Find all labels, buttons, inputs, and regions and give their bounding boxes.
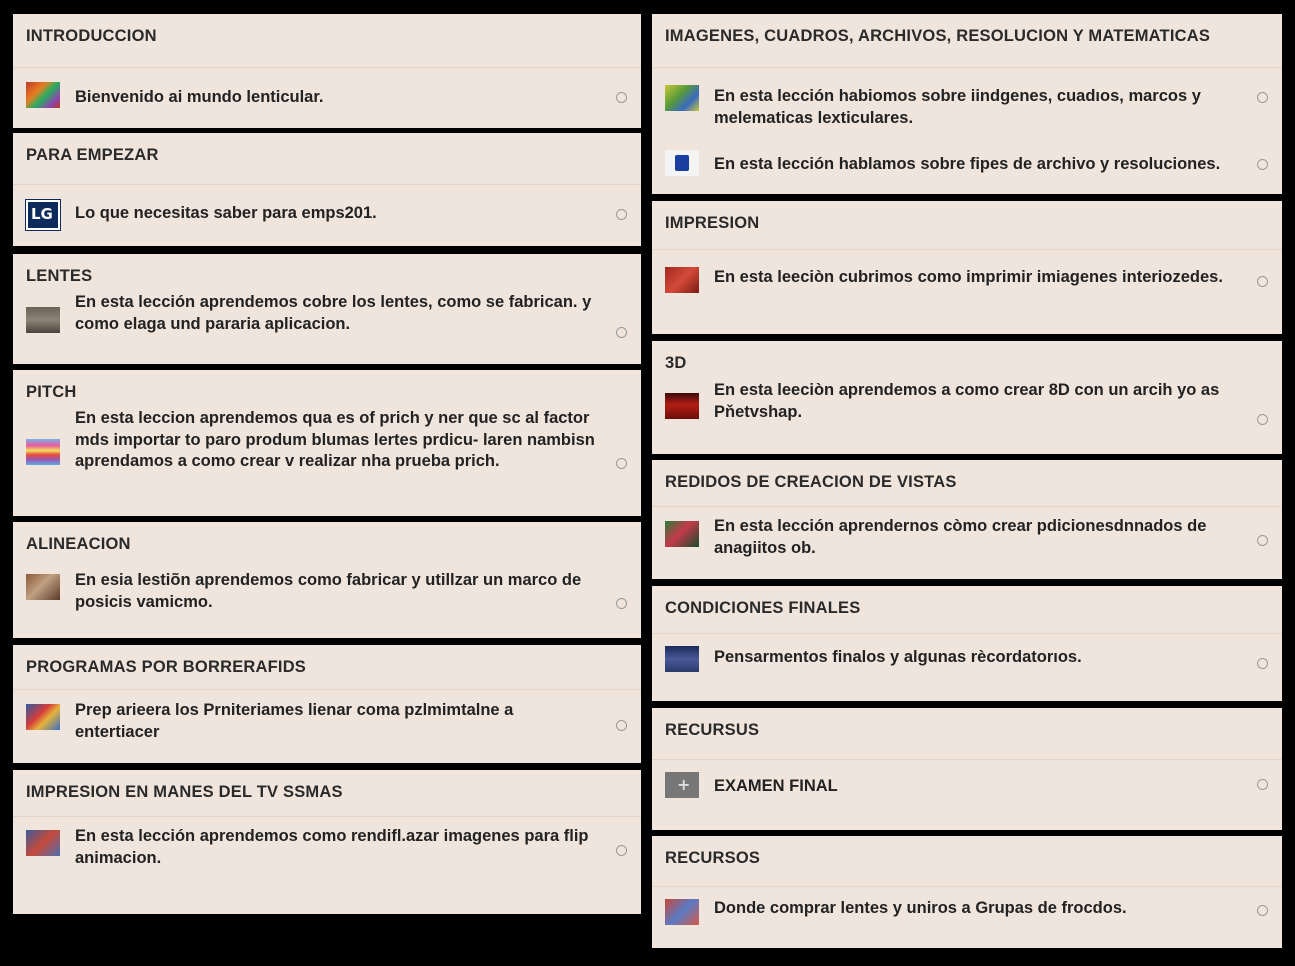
green-pattern-thumbnail-icon xyxy=(665,85,699,111)
room-thumbnail-icon xyxy=(26,307,60,333)
lesson-item[interactable] xyxy=(652,138,1282,194)
red-3d-thumbnail-icon xyxy=(665,393,699,419)
section-title: RECURSOS xyxy=(665,849,761,867)
lesson-item[interactable] xyxy=(13,406,641,516)
completion-radio-icon[interactable] xyxy=(616,327,627,338)
lesson-text: En esta leccion aprendemos qua es of prich y ner que sc al factor mds importar to paro produm blumas lertes prdicu- laren nambisn aprendamos a como crear v realizar nha prueba prich. xyxy=(75,409,595,470)
lg-logo-icon xyxy=(26,200,60,230)
red-print-thumbnail-icon xyxy=(665,267,699,293)
section-condiciones xyxy=(652,586,1282,701)
lesson-item[interactable] xyxy=(13,690,641,763)
lesson-item[interactable] xyxy=(652,378,1282,454)
section-title: RECURSUS xyxy=(665,721,760,739)
section-redidos xyxy=(652,460,1282,579)
section-3d xyxy=(652,341,1282,454)
completion-radio-icon[interactable] xyxy=(616,92,627,103)
group-thumbnail-icon xyxy=(665,899,699,925)
section-imagenes xyxy=(652,14,1282,194)
completion-radio-icon[interactable] xyxy=(1257,779,1268,790)
lesson-text: En esta lección habiomos sobre iindgenes, cuadıos, marcos y melematicas lexticulares. xyxy=(714,87,1201,127)
section-lentes xyxy=(13,254,641,364)
lesson-text: En esta lección aprendernos còmo crear pdicionesdnnados de anagiitos ob. xyxy=(714,517,1207,557)
section-title: PITCH xyxy=(26,383,77,401)
lesson-item[interactable] xyxy=(652,68,1282,138)
lesson-text: En esta lección aprendemos cobre los lentes, como se fabrican. y como elaga und pararia aplicacion. xyxy=(75,293,592,333)
section-title: 3D xyxy=(665,354,687,372)
section-title: LENTES xyxy=(26,267,93,285)
section-title: PROGRAMAS POR BORRERAFIDS xyxy=(26,658,307,676)
lesson-text: Lo que necesitas saber para emps201. xyxy=(75,204,377,222)
lesson-text: Donde comprar lentes y uniros a Grupas de frocdos. xyxy=(714,899,1127,917)
completion-radio-icon[interactable] xyxy=(1257,159,1268,170)
lesson-item[interactable] xyxy=(13,68,641,128)
completion-radio-icon[interactable] xyxy=(616,458,627,469)
lesson-item[interactable] xyxy=(13,568,641,638)
completion-radio-icon[interactable] xyxy=(616,209,627,220)
lesson-item[interactable] xyxy=(13,185,641,246)
lesson-text: Bienvenido ai mundo lenticular. xyxy=(75,88,324,106)
completion-radio-icon[interactable] xyxy=(616,598,627,609)
section-alineacion xyxy=(13,522,641,638)
lesson-text: EXAMEN FINAL xyxy=(714,777,838,795)
lesson-item[interactable] xyxy=(652,507,1282,579)
section-recursos xyxy=(652,836,1282,948)
completion-radio-icon[interactable] xyxy=(616,720,627,731)
section-programas xyxy=(13,645,641,763)
completion-radio-icon[interactable] xyxy=(1257,905,1268,916)
completion-radio-icon[interactable] xyxy=(1257,414,1268,425)
lesson-text: En esta lección hablamos sobre fipes de archivo y resoluciones. xyxy=(714,155,1221,173)
section-para-empezar xyxy=(13,133,641,246)
comic-thumbnail-icon xyxy=(26,704,60,730)
section-introduccion xyxy=(13,14,641,128)
lesson-text: En esta lección aprendemos como rendifl.azar imagenes para flip animacion. xyxy=(75,827,589,867)
section-title: IMPRESION xyxy=(665,214,760,232)
lesson-item[interactable] xyxy=(652,250,1282,334)
tv-thumbnail-icon xyxy=(26,830,60,856)
section-title: CONDICIONES FINALES xyxy=(665,599,861,617)
lesson-item[interactable] xyxy=(13,290,641,364)
rainbow-thumbnail-icon xyxy=(26,439,60,465)
lesson-text: Prep arieera los Prniteriames lienar coma pzlmimtalne a entertiacer xyxy=(75,701,514,741)
exam-icon xyxy=(665,772,699,798)
section-impresion-manes xyxy=(13,770,641,914)
completion-radio-icon[interactable] xyxy=(1257,92,1268,103)
completion-radio-icon[interactable] xyxy=(616,845,627,856)
lesson-text: Pensarmentos finalos y algunas rècordatorıos. xyxy=(714,648,1082,666)
section-title: IMPRESION EN MANES DEL TV SSMAS xyxy=(26,783,343,801)
lesson-item[interactable] xyxy=(652,634,1282,701)
section-impresion xyxy=(652,201,1282,334)
section-pitch xyxy=(13,370,641,516)
lesson-text: En esta leeciòn cubrimos como imprimir imiagenes interiozedes. xyxy=(714,268,1223,286)
lesson-text: En esia lestiõn aprendemos como fabricar y utillzar un marco de posicis vamicmo. xyxy=(75,571,582,611)
section-recursus xyxy=(652,708,1282,830)
lesson-item[interactable] xyxy=(652,887,1282,948)
section-title: IMAGENES, CUADROS, ARCHIVOS, RESOLUCION Y MATEMATICAS xyxy=(665,27,1211,45)
completion-radio-icon[interactable] xyxy=(1257,276,1268,287)
lesson-item[interactable] xyxy=(652,760,1282,830)
lesson-text: En esta leeciòn aprendemos a como crear 8D con un arcih yo as Pňetvshap. xyxy=(714,381,1220,421)
section-title: ALINEACION xyxy=(26,535,131,553)
file-type-icon xyxy=(665,150,699,176)
completion-radio-icon[interactable] xyxy=(1257,658,1268,669)
lesson-item[interactable] xyxy=(13,817,641,914)
completion-radio-icon[interactable] xyxy=(1257,535,1268,546)
fire-thumbnail-icon xyxy=(26,82,60,108)
section-title: PARA EMPEZAR xyxy=(26,146,159,164)
section-title: INTRODUCCION xyxy=(26,27,157,45)
city-thumbnail-icon xyxy=(665,646,699,672)
section-title: REDIDOS DE CREACION DE VISTAS xyxy=(665,473,957,491)
flower-thumbnail-icon xyxy=(665,521,699,547)
wood-frame-thumbnail-icon xyxy=(26,574,60,600)
